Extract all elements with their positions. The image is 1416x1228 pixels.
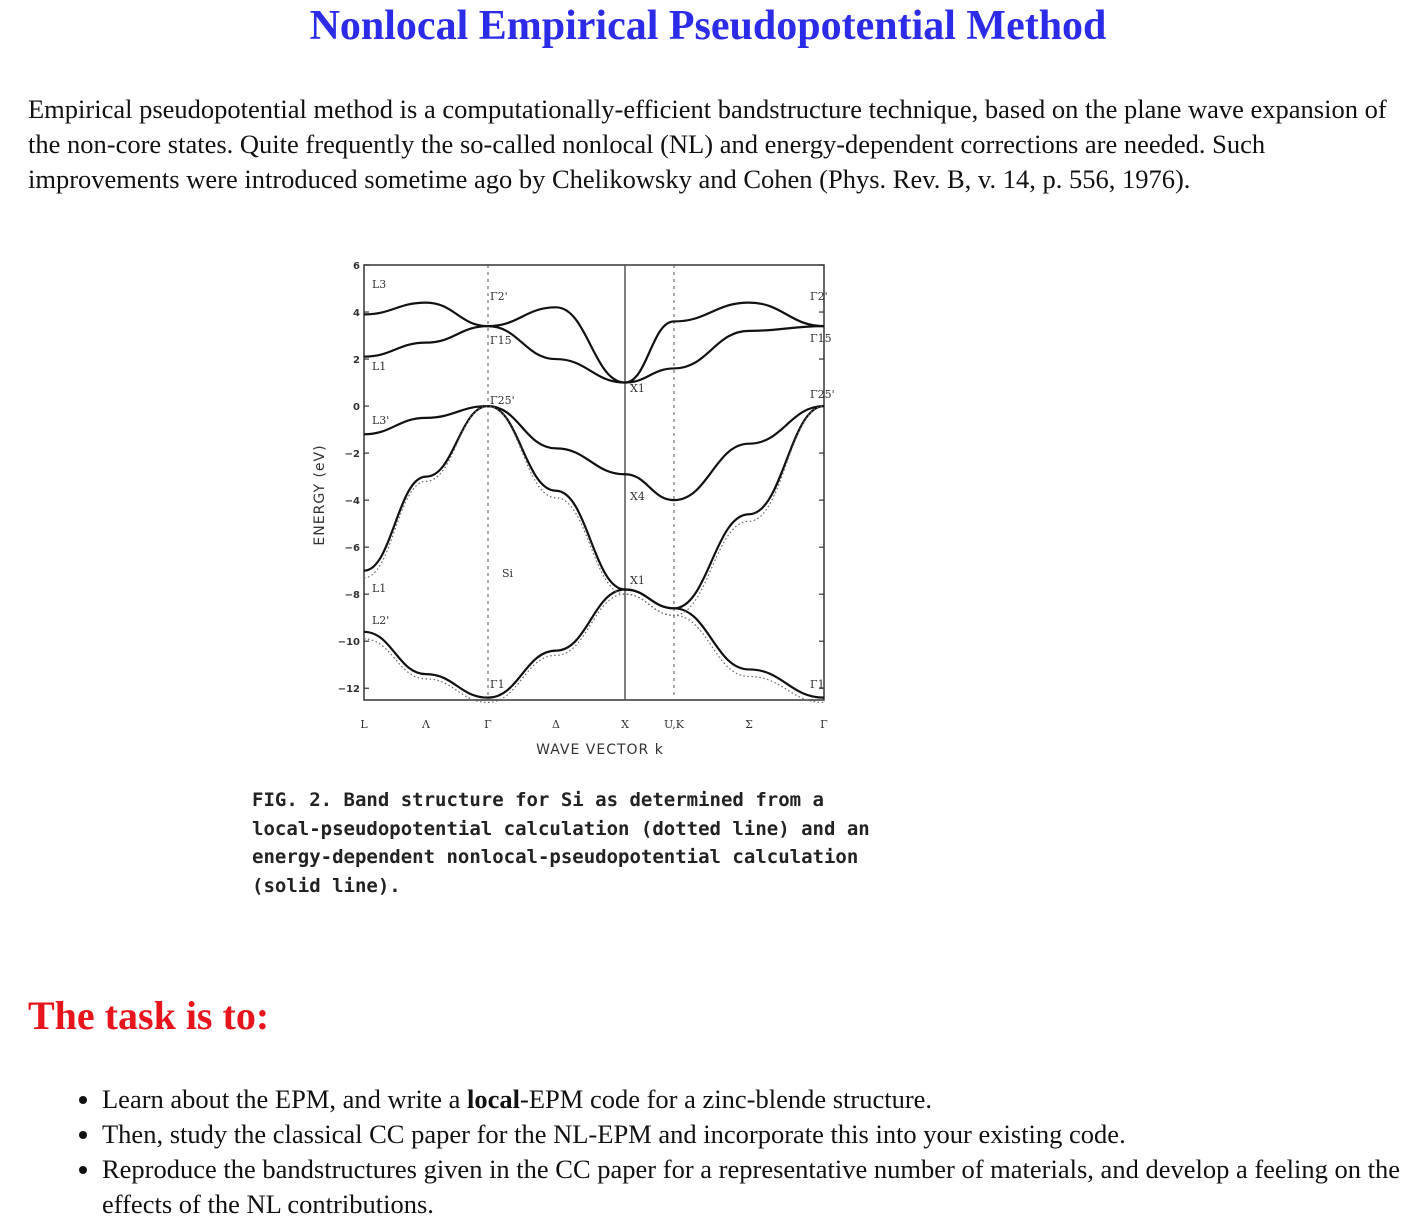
symmetry-point-label: Γ2' [490,290,508,303]
task-list [62,1082,1416,1222]
task-item: • Reproduce the bandstructures given in the CC paper for a representative number of materials, and develop a feeling on the effects of the NL contributions. [102,1152,1416,1222]
symmetry-point-label: Γ15 [490,334,512,347]
x-tick-label: Λ [422,718,430,731]
symmetry-point-label: Γ1 [490,678,505,691]
x-tick-label: U,K [664,718,684,731]
symmetry-point-label: L2' [372,614,390,627]
x-tick-label: Γ [484,718,492,731]
symmetry-point-label: Γ1 [810,678,825,691]
solid-band-line [364,406,824,500]
x-tick-label: X [621,718,629,731]
x-tick-label: Γ [820,718,828,731]
task-item: • Then, study the classical CC paper for the NL-EPM and incorporate this into your existing code. [102,1117,1416,1152]
band-curves [364,303,824,703]
symmetry-point-label: L3' [372,414,390,427]
symmetry-point-label: L3 [372,278,387,291]
x-axis-label: WAVE VECTOR k [536,742,664,758]
dotted-band-line [364,594,824,702]
y-tick-label: −4 [344,496,360,508]
y-tick-label: 2 [353,355,360,367]
x-tick-labels [360,718,828,731]
symmetry-point-label: X4 [630,490,645,503]
y-tick-label: 6 [353,261,360,272]
solid-band-line [364,589,824,697]
y-tick-label: −8 [344,590,360,602]
y-tick-label: 0 [353,402,360,414]
figure-caption: FIG. 2. Band structure for Si as determined from a local-pseudopotential calculation (dotted line) and an energy-dependent nonlocal-pseudopotential calculation (solid line). [252,789,870,897]
x-tick-label: Δ [552,718,560,731]
symmetry-point-label: Γ2' [810,290,828,303]
y-axis-label: ENERGY (eV) [312,444,328,546]
symmetry-point-label: L1 [372,582,387,595]
y-tick-label: −10 [337,637,360,649]
band-structure-figure [300,250,860,770]
y-tick-label: −2 [344,449,360,461]
y-tick-label: 4 [353,308,360,320]
symmetry-point-label: Γ15 [810,332,832,345]
x-tick-label: Σ [745,718,753,731]
symmetry-point-label: L1 [372,360,387,373]
symmetry-point-label: X1 [630,382,645,395]
y-tick-label: −12 [337,684,360,696]
symmetry-point-label: Γ25' [810,388,835,401]
x-tick-label: L [360,718,368,731]
intro-paragraph: Empirical pseudopotential method is a computationally-efficient bandstructure technique, based on the plane wave expansion of the non-core states. Quite frequently the so-called nonlocal (NL) and energy-dependent corrections are needed. Such improvements were introduced sometime ago by Chelikowsky and Cohen (Phys. Rev. B, v. 14, p. 556, 1976). [28,94,1387,194]
dotted-band-line [364,406,824,615]
page-title: Nonlocal Empirical Pseudopotential Method [309,3,1107,49]
task-item: • Learn about the EPM, and write a local-EPM code for a zinc-blende structure. [102,1082,1416,1117]
solid-band-line [364,326,824,382]
y-tick-label: −6 [344,543,360,555]
material-label: Si [502,567,514,580]
solid-band-line [364,406,824,608]
symmetry-point-label: Γ25' [490,394,515,407]
task-heading: The task is to: [28,993,270,1038]
symmetry-point-label: X1 [630,574,645,587]
